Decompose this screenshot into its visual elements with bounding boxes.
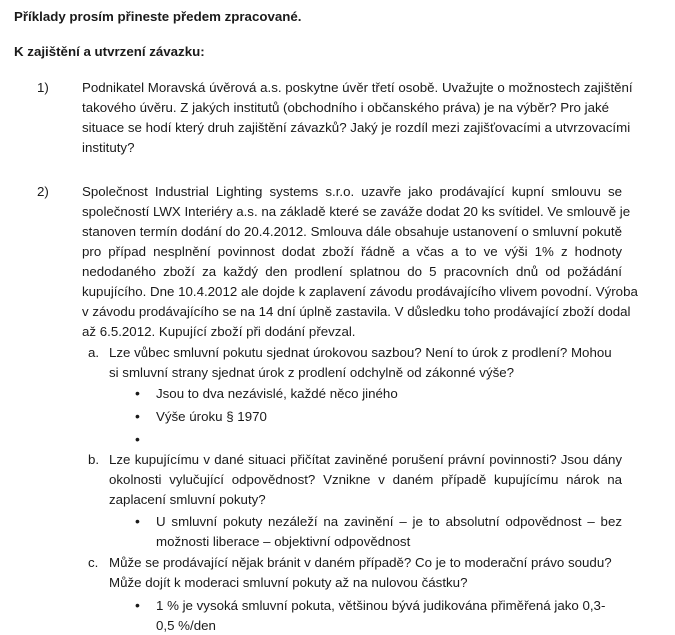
paragraph-line: až 6.5.2012. Kupující zboží při dodání převzal.: [82, 324, 356, 339]
bullet-text: Výše úroku § 1970: [156, 409, 267, 424]
subquestion-letter: b.: [88, 452, 100, 467]
paragraph-line: instituty?: [82, 140, 135, 155]
question-number: 1): [37, 80, 49, 95]
subquestion-letter: c.: [88, 555, 99, 570]
bullet-text: 1 % je vysoká smluvní pokuta, většinou bývá judikována přiměřená jako 0,3-: [156, 598, 606, 613]
paragraph-line: nedodaného zboží za každý den prodlení splatnou do 5 pracovních dnů od požádání: [82, 264, 622, 279]
paragraph-line: společností LWX Interiéry a.s. na základě které se zaváže dodat 20 ks svítidel. Ve smlouvě je: [82, 204, 631, 219]
subquestion-letter: a.: [88, 345, 100, 360]
bullet-icon: [135, 408, 140, 425]
bullet-text: Jsou to dva nezávislé, každé něco jiného: [156, 386, 398, 401]
subquestion-line: Lze kupujícímu v dané situaci přičítat zaviněné porušení právní povinnosti? Jsou dány: [109, 452, 622, 467]
section-title: K zajištění a utvrzení závazku:: [14, 44, 205, 59]
bullet-text: U smluvní pokuty nezáleží na zavinění – je to absolutní odpovědnost – bez: [156, 514, 622, 529]
bullet-icon: [135, 513, 140, 530]
subquestion-line: si smluvní strany sjednat úrok z prodlení odchylně od zákonné výše?: [109, 365, 515, 380]
subquestion-line: zaplacení smluvní pokuty?: [109, 492, 266, 507]
doc-header: Příklady prosím přineste předem zpracované.: [14, 9, 302, 24]
subquestion-line: Lze vůbec smluvní pokutu sjednat úrokovou sazbou? Není to úrok z prodlení? Mohou: [109, 345, 612, 360]
paragraph-line: v závodu prodávajícího se na 14 dní úplně zastavila. V důsledku toho prodávající zboží dodal: [82, 304, 631, 319]
bullet-text: možnosti liberace – objektivní odpovědnost: [156, 534, 411, 549]
question-number: 2): [37, 184, 49, 199]
paragraph-line: situace se hodí který druh zajištění závazků? Jaký je rozdíl mezi zajišťovacími a utvrzovacími: [82, 120, 631, 135]
paragraph-line: stanoven termín dodání do 20.4.2012. Smlouva dále obsahuje ustanovení o smluvní pokutě: [82, 224, 622, 239]
bullet-text: 0,5 %/den: [156, 618, 216, 633]
subquestion-line: Může dojít k moderaci smluvní pokuty až na nulovou částku?: [109, 575, 468, 590]
bullet-icon: [135, 385, 140, 402]
paragraph-line: kupujícího. Dne 10.4.2012 ale dojde k zaplavení závodu prodávajícího vlivem povodní. Výroba: [82, 284, 638, 299]
paragraph-line: takového úvěru. Z jakých institutů (obchodního i občanského práva) je na výběr? Pro jaké: [82, 100, 610, 115]
subquestion-line: Může se prodávající nějak bránit v daném případě? Co je to moderační právo soudu?: [109, 555, 612, 570]
bullet-icon: [135, 431, 140, 448]
bullet-icon: [135, 597, 140, 614]
subquestion-line: okolnosti vylučující odpovědnost? Vznikne v daném případě kupujícímu nárok na: [109, 472, 622, 487]
paragraph-line: pro případ nesplnění povinnost dodat zboží řádně a včas a to ve výši 1% z hodnoty: [82, 244, 622, 259]
paragraph-line: Podnikatel Moravská úvěrová a.s. poskytne úvěr třetí osobě. Uvažujte o možnostech zajištění: [82, 80, 633, 95]
paragraph-line: Společnost Industrial Lighting systems s.r.o. uzavře jako prodávající kupní smlouvu se: [82, 184, 622, 199]
